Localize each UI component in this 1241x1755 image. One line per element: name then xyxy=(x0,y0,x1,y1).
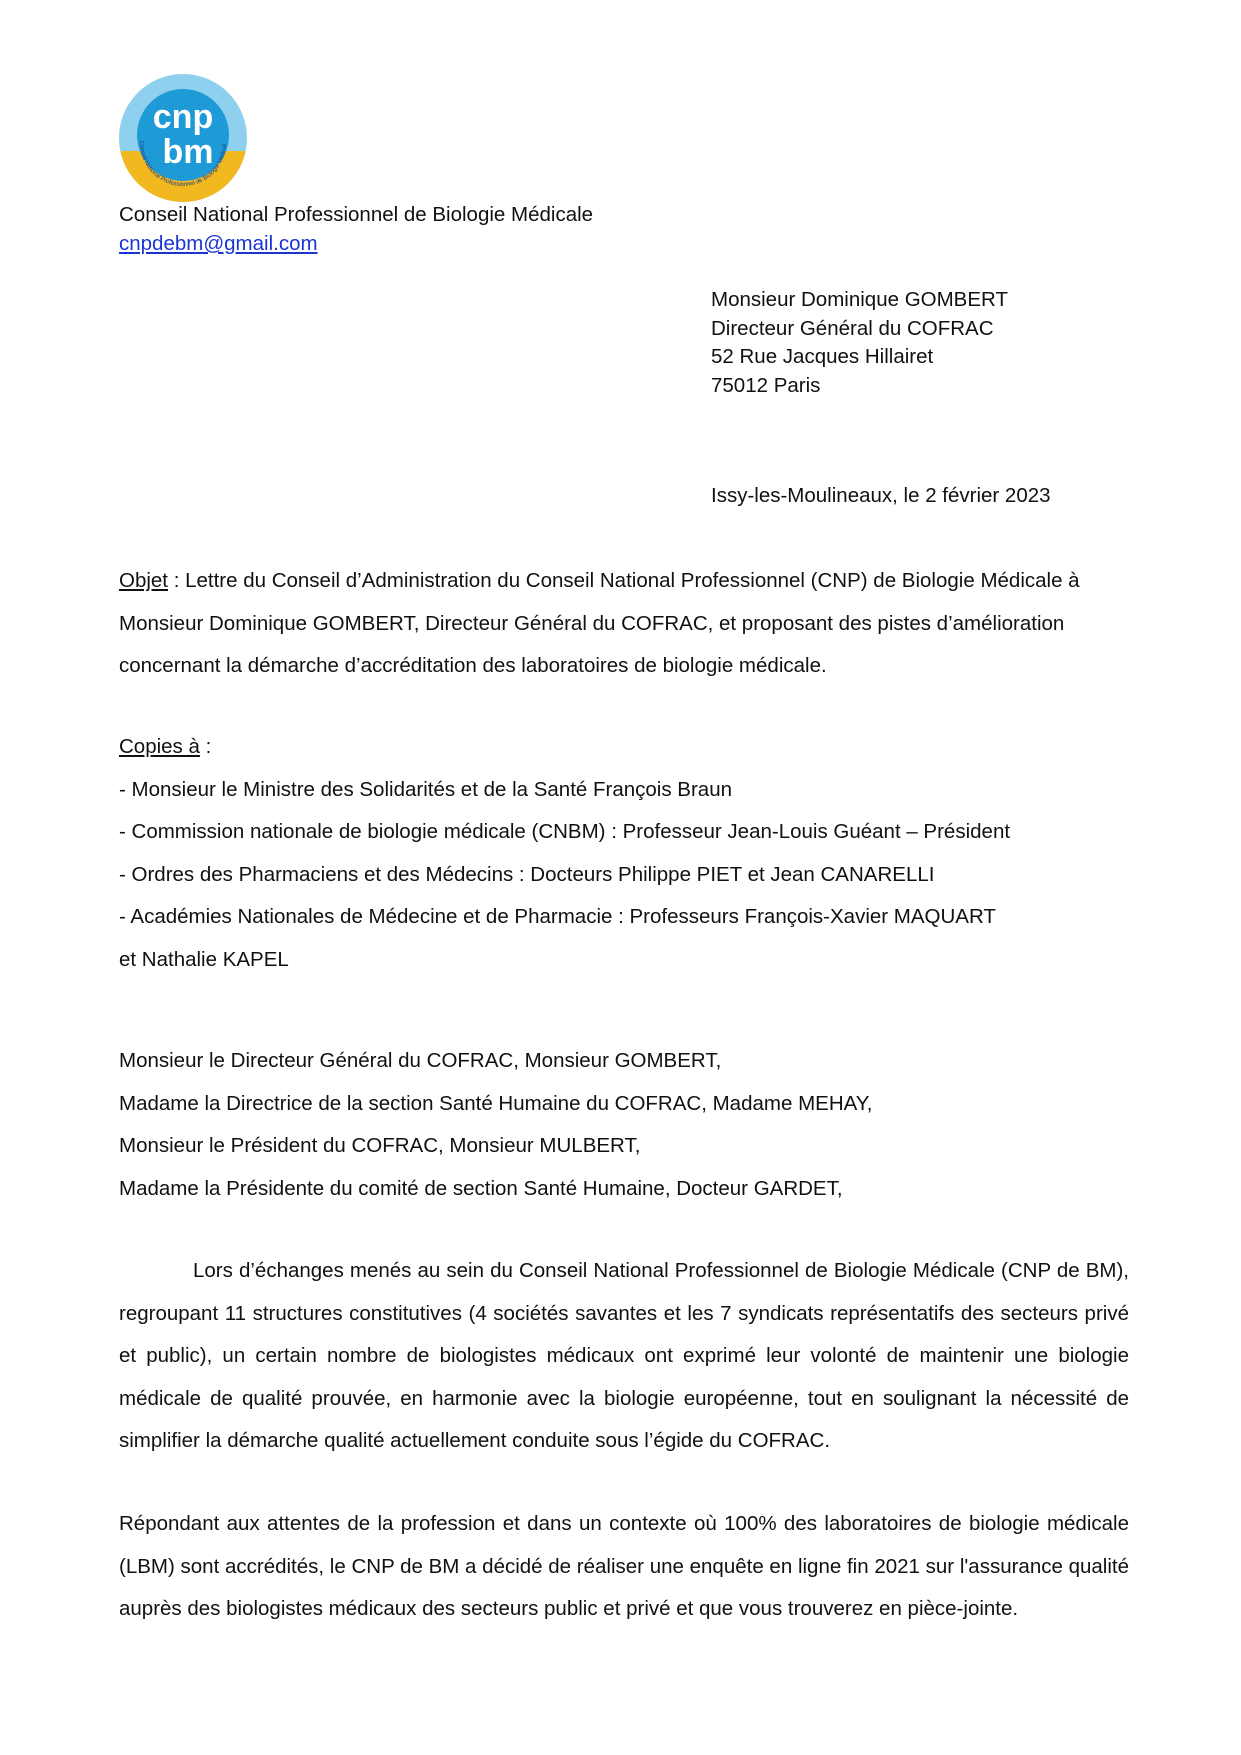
paragraph-text: Lors d’échanges menés au sein du Conseil National Professionnel de Biologie Médicale (CNP de BM), regroupant 11 structures constitutives (4 sociétés savantes et les 7 syndicats représentatifs des secteurs privé et public), un certain nombre de biologistes médicaux ont exprimé leur volonté de maintenir une biologie médicale de qualité prouvée, en harmonie avec la biologie européenne, tout en soulignant la nécessité de simplifier la démarche qualité actuellement conduite sous l’égide du COFRAC. xyxy=(119,1259,1129,1452)
body-paragraph xyxy=(119,1503,1129,1631)
recipient-line: 52 Rue Jacques Hillairet xyxy=(711,345,934,368)
copies-block xyxy=(119,726,1129,981)
salutation-line: Monsieur le Directeur Général du COFRAC, Monsieur GOMBERT, xyxy=(119,1049,722,1072)
salutations-block xyxy=(119,1040,1129,1210)
body-paragraph xyxy=(119,1250,1129,1463)
copy-recipient: - Monsieur le Ministre des Solidarités et de la Santé François Braun xyxy=(119,777,733,801)
copies-heading xyxy=(119,726,1129,769)
sender-email-link[interactable]: cnpdebm@gmail.com xyxy=(119,232,318,255)
copy-recipient: - Académies Nationales de Médecine et de Pharmacie : Professeurs François-Xavier MAQUART xyxy=(119,905,996,928)
cnpbm-logo xyxy=(118,73,248,203)
subject-label: Objet xyxy=(119,569,168,592)
copies-suffix: : xyxy=(199,735,212,758)
copy-recipient: - Ordres des Pharmaciens et des Médecins : Docteurs Philippe PIET et Jean CANARELLI xyxy=(119,862,935,886)
logo-text-bm: bm xyxy=(162,133,214,171)
recipient-line: Monsieur Dominique GOMBERT xyxy=(711,288,1008,311)
salutation-line: Madame la Présidente du comité de section Santé Humaine, Docteur GARDET, xyxy=(119,1176,843,1200)
subject-block xyxy=(119,560,1129,688)
recipient-address xyxy=(711,286,1008,400)
copy-recipient: - Commission nationale de biologie médicale (CNBM) : Professeur Jean-Louis Guéant – Président xyxy=(119,820,1011,843)
salutation-line: Madame la Directrice de la section Santé Humaine du COFRAC, Madame MEHAY, xyxy=(119,1091,873,1115)
sender-name: Conseil National Professionnel de Biologie Médicale xyxy=(119,203,594,226)
recipient-line: 75012 Paris xyxy=(711,373,821,397)
recipient-line: Directeur Général du COFRAC xyxy=(711,316,994,340)
letter-date: Issy-les-Moulineaux, le 2 février 2023 xyxy=(711,484,1051,507)
sender-block xyxy=(119,200,593,258)
paragraph-text: Répondant aux attentes de la profession et dans un contexte où 100% des laboratoires de biologie médicale (LBM) sont accrédités, le CNP de BM a décidé de réaliser une enquête en ligne fin 2021 sur l'assurance qualité auprès des biologistes médicaux des secteurs public et privé et que vous trouverez en pièce-jointe. xyxy=(119,1512,1129,1620)
copy-recipient: et Nathalie KAPEL xyxy=(119,947,289,971)
copies-label: Copies à xyxy=(119,735,200,758)
logo-text-cnp: cnp xyxy=(152,98,214,136)
logo-ring-text: Conseil National Professionnel de Biologie Médical xyxy=(137,140,228,189)
subject-text: : Lettre du Conseil d’Administration du Conseil National Professionnel (CNP) de Biologie Médicale à Monsieur Dominique GOMBERT, Directeur Général du COFRAC, et proposant des pistes d’amélioration concernant la démarche d’accréditation des laboratoires de biologie médicale. xyxy=(119,569,1080,677)
salutation-line: Monsieur le Président du COFRAC, Monsieur MULBERT, xyxy=(119,1134,641,1157)
